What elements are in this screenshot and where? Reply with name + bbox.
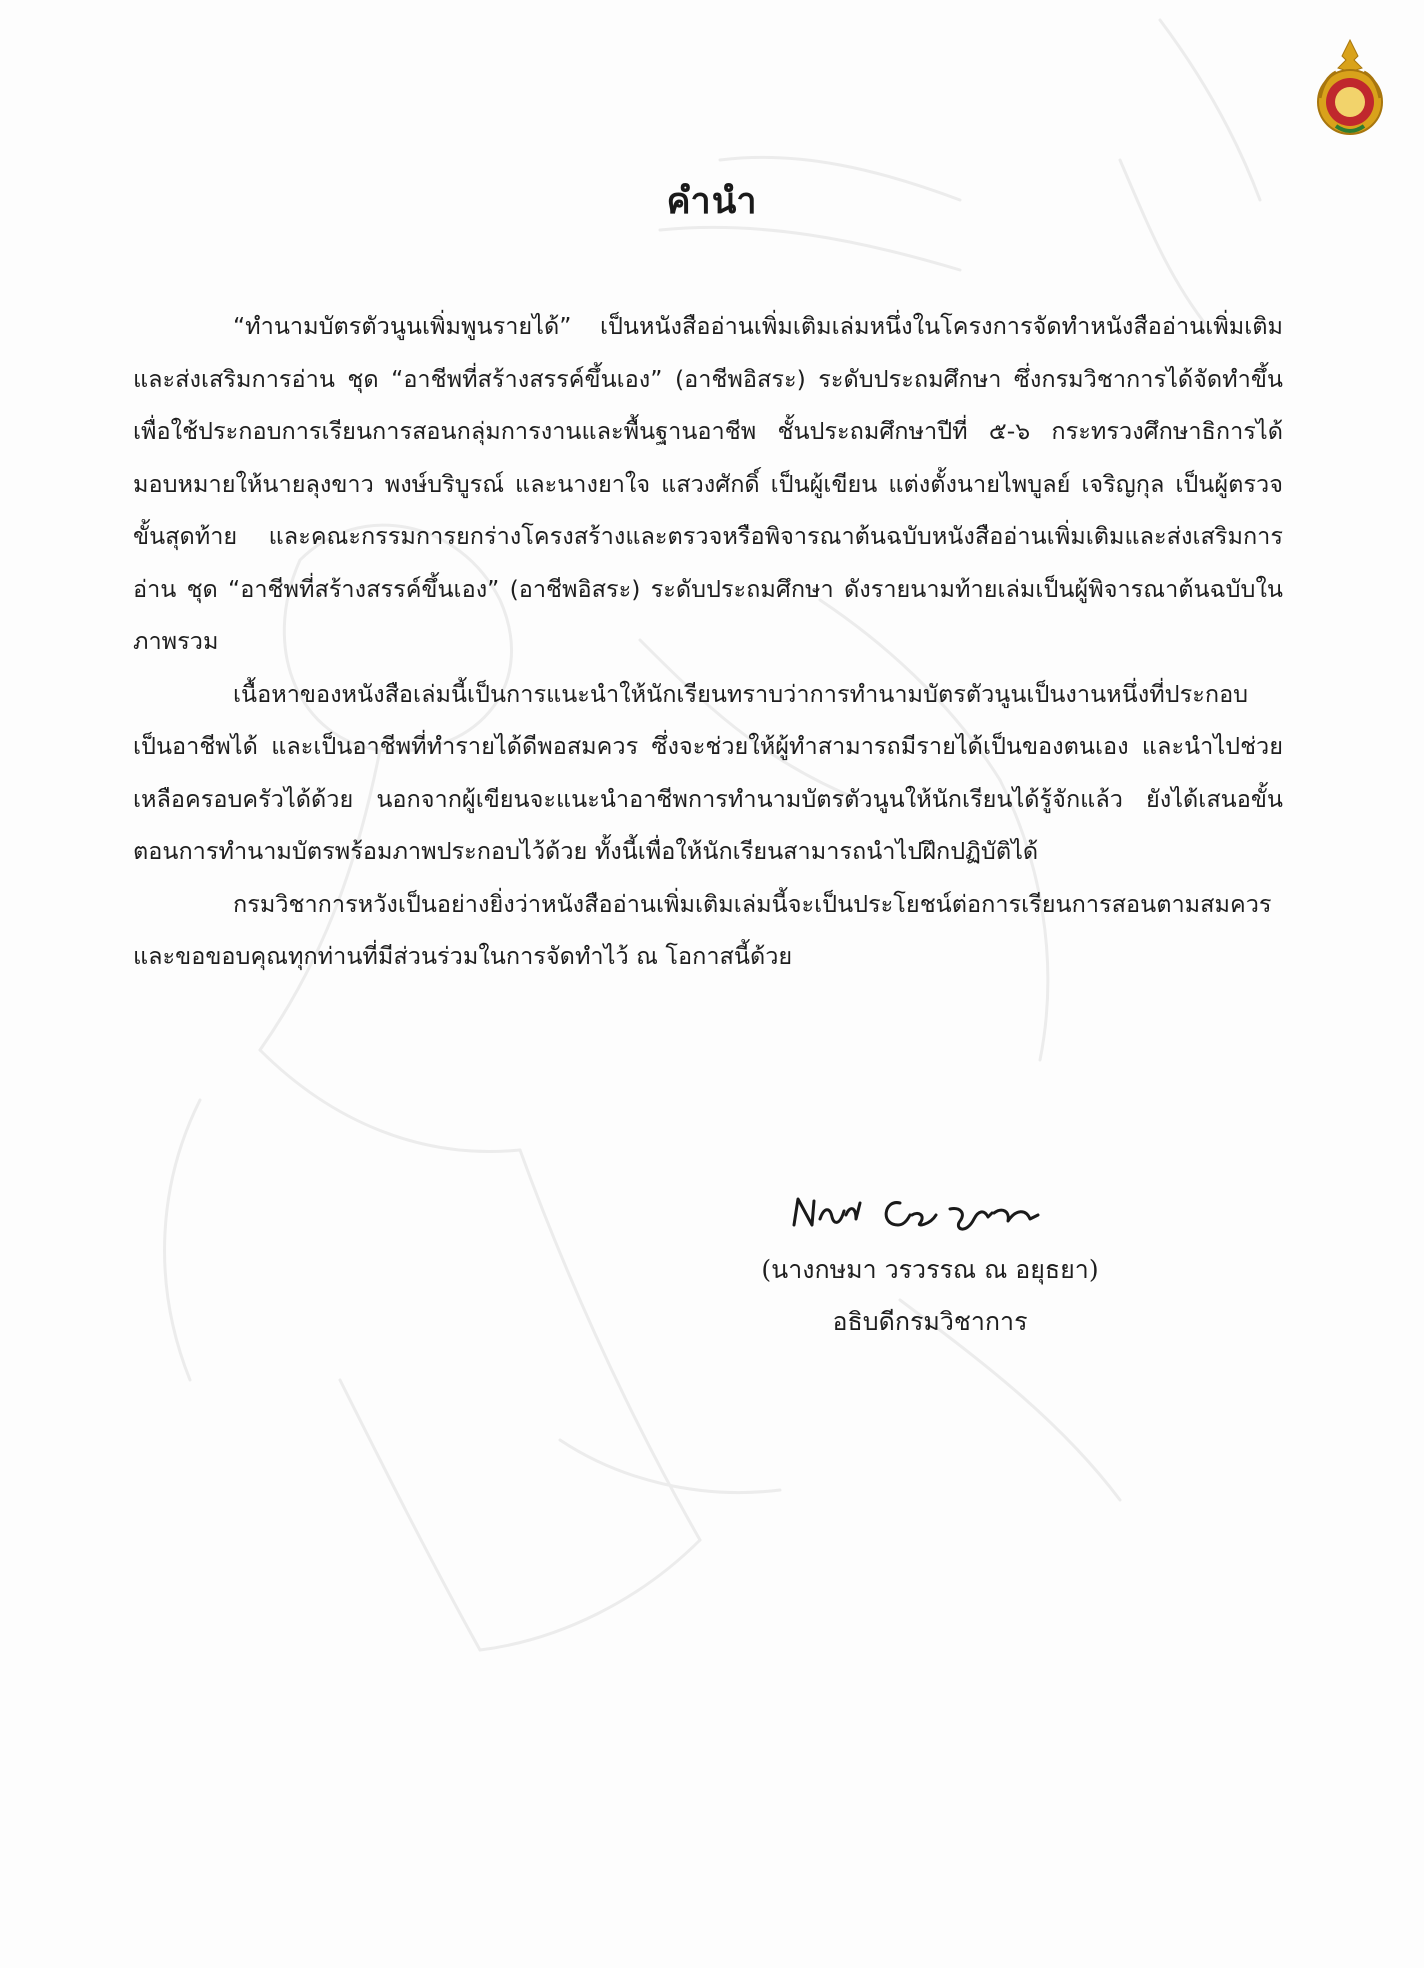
document-body [133,300,1283,983]
page-title: คำนำ [666,181,758,222]
handwritten-signature [790,1185,1060,1245]
signer-title: อธิบดีกรมวิชาการ [832,1307,1028,1336]
paragraph: เนื้อหาของหนังสือเล่มนี้เป็นการแนะนำให้นักเรียนทราบว่าการทำนามบัตรตัวนูนเป็นงานหนึ่งที่ประกอบเป็นอาชีพได้ และเป็นอาชีพที่ทำรายได้ดีพอสมควร ซึ่งจะช่วยให้ผู้ทำสามารถมีรายได้เป็นของตนเอง และนำไปช่วยเหลือครอบครัวได้ด้วย นอกจากผู้เขียนจะแนะนำอาชีพการทำนามบัตรตัวนูนให้นักเรียนได้รู้จักแล้ว ยังได้เสนอขั้นตอนการทำนามบัตรพร้อมภาพประกอบไว้ด้วย ทั้งนี้เพื่อให้นักเรียนสามารถนำไปฝึกปฏิบัติได้ [133,679,1283,865]
paragraph: กรมวิชาการหวังเป็นอย่างยิ่งว่าหนังสืออ่านเพิ่มเติมเล่มนี้จะเป็นประโยชน์ต่อการเรียนการสอนตามสมควร และขอขอบคุณทุกท่านที่มีส่วนร่วมในการจัดทำไว้ ณ โอกาสนี้ด้วย [133,889,1272,970]
ministry-emblem-icon [1314,38,1386,138]
signer-name: (นางกษมา วรวรรณ ณ อยุธยา) [761,1255,1099,1284]
paragraph: “ทำนามบัตรตัวนูนเพิ่มพูนรายได้” เป็นหนังสืออ่านเพิ่มเติมเล่มหนึ่งในโครงการจัดทำหนังสืออ่านเพิ่มเติมและส่งเสริมการอ่าน ชุด “อาชีพที่สร้างสรรค์ขึ้นเอง” (อาชีพอิสระ) ระดับประถมศึกษา ซึ่งกรมวิชาการได้จัดทำขึ้นเพื่อใช้ประกอบการเรียนการสอนกลุ่มการงานและพื้นฐานอาชีพ ชั้นประถมศึกษาปีที่ ๕-๖ กระทรวงศึกษาธิการได้มอบหมายให้นายลุงขาว พงษ์บริบูรณ์ และนางยาใจ แสวงศักดิ์ เป็นผู้เขียน แต่งตั้งนายไพบูลย์ เจริญกุล เป็นผู้ตรวจขั้นสุดท้าย และคณะกรรมการยกร่างโครงสร้างและตรวจหรือพิจารณาต้นฉบับหนังสืออ่านเพิ่มเติมและส่งเสริมการอ่าน ชุด “อาชีพที่สร้างสรรค์ขึ้นเอง” (อาชีพอิสระ) ระดับประถมศึกษา ดังรายนามท้ายเล่มเป็นผู้พิจารณาต้นฉบับในภาพรวม [133,312,1283,655]
